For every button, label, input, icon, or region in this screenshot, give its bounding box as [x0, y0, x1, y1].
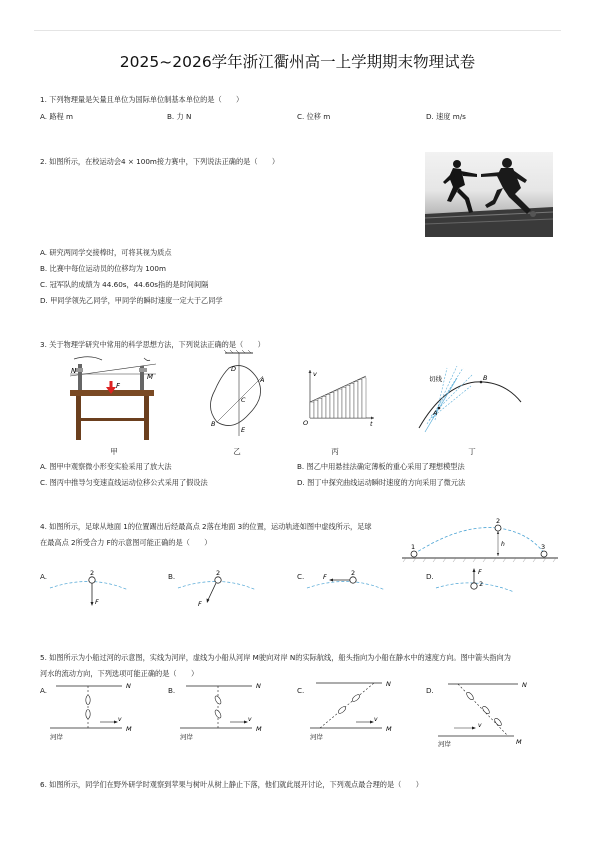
- q5b-v: v: [248, 716, 252, 723]
- question-3-stem: 3. 关于物理学研究中常用的科学思想方法，下列说法正确的是（ ）: [40, 340, 265, 349]
- fig2-label-e: E: [241, 426, 246, 434]
- q2-option-b[interactable]: B. 比赛中每位运动员的位移均为 100m: [40, 264, 166, 273]
- vt-bar: [358, 380, 362, 418]
- q4-option-b[interactable]: B.: [168, 572, 176, 581]
- q4-option-b-diagram: [176, 566, 256, 612]
- vt-bar: [310, 402, 314, 418]
- q4c-point-label: 2: [351, 569, 356, 577]
- q5d-bank: 河岸: [438, 740, 451, 748]
- traj-label-h: h: [501, 541, 505, 548]
- question-4-stem-line1: 4. 如图所示，足球从地面 1的位置踢出后经最高点 2落在地面 3的位置，运动轨迹如图中虚线所示，足球: [40, 522, 372, 531]
- vt-bar: [362, 378, 366, 418]
- vt-bar: [318, 398, 322, 418]
- vt-bar: [346, 385, 350, 418]
- fig4-label-tangent: 切线: [429, 375, 442, 383]
- q5c-n: N: [386, 680, 391, 688]
- q1-option-d[interactable]: D. 速度 m/s: [426, 112, 466, 121]
- q4d-point-label: 2: [479, 580, 484, 588]
- q5-option-a[interactable]: A.: [40, 686, 48, 695]
- fig2-label-c: C: [241, 396, 246, 404]
- fig3-label-v: v: [313, 370, 317, 378]
- vt-bar: [330, 393, 334, 418]
- fig2-label-a: A: [260, 376, 265, 384]
- fig3-label-o: O: [303, 419, 309, 427]
- page-title: 2025~2026学年浙江衢州高一上学期期末物理试卷: [119, 53, 476, 71]
- q5d-v: v: [478, 722, 482, 729]
- q4-option-a[interactable]: A.: [40, 572, 48, 581]
- vt-bar: [350, 383, 354, 418]
- fig1-label-n: N: [71, 367, 77, 375]
- q5a-bank: 河岸: [50, 733, 63, 741]
- q1-option-a[interactable]: A. 路程 m: [40, 112, 74, 121]
- figure-yi-suspended-plate: [197, 350, 277, 440]
- caption-bing: 丙: [331, 447, 339, 456]
- question-1-stem: 1. 下列物理量是矢量且单位为国际单位制基本单位的是（ ）: [40, 95, 244, 104]
- fig1-label-f: F: [116, 382, 121, 390]
- relay-race-photo: [425, 152, 553, 237]
- q5b-m: M: [256, 725, 262, 733]
- q4b-point-label: 2: [216, 569, 221, 577]
- q5c-v: v: [374, 716, 378, 723]
- q4-option-c[interactable]: C.: [297, 572, 305, 581]
- fig4-label-b: B: [483, 374, 488, 382]
- fig4-label-a: A: [433, 409, 438, 417]
- q5b-bank: 河岸: [180, 733, 193, 741]
- q5-option-c[interactable]: C.: [297, 686, 305, 695]
- figure-ding-curve-tangent: [413, 366, 523, 436]
- vt-bar: [342, 387, 346, 418]
- traj-label-1: 1: [411, 543, 416, 551]
- q1-option-c[interactable]: C. 位移 m: [297, 112, 331, 121]
- q2-option-d[interactable]: D. 甲同学领先乙同学，甲同学的瞬时速度一定大于乙同学: [40, 296, 223, 305]
- figure-bing-vt-graph: [302, 368, 377, 428]
- q5b-n: N: [256, 682, 261, 690]
- caption-ding: 丁: [468, 447, 476, 456]
- q5c-bank: 河岸: [310, 733, 323, 741]
- q5-option-d-diagram: [434, 680, 534, 750]
- vt-bar: [334, 391, 338, 418]
- q5a-m: M: [126, 725, 132, 733]
- q4c-force-label: F: [323, 573, 327, 581]
- fig1-label-m: M: [147, 373, 154, 381]
- fig3-label-t: t: [370, 420, 373, 428]
- q2-option-c[interactable]: C. 冠军队的成绩为 44.60s，44.60s指的是时间间隔: [40, 280, 209, 289]
- fig2-label-b: B: [211, 420, 216, 428]
- q5-option-b-diagram: [176, 680, 268, 742]
- q2-option-a[interactable]: A. 研究两同学交接棒时，可将其视为质点: [40, 248, 172, 257]
- vt-bar: [326, 395, 330, 418]
- caption-jia: 甲: [110, 447, 118, 456]
- q5-option-c-diagram: [306, 680, 398, 742]
- q4-option-a-diagram: [48, 566, 128, 612]
- vt-bar: [338, 389, 342, 418]
- traj-label-2: 2: [496, 517, 501, 525]
- fig2-label-d: D: [231, 365, 237, 373]
- vt-bar: [314, 400, 318, 418]
- q5a-v: v: [118, 716, 122, 723]
- q3-option-c[interactable]: C. 图丙中推导匀变速直线运动位移公式采用了假设法: [40, 478, 208, 487]
- figure-jia-mirror-table: [60, 354, 160, 444]
- vt-bar: [354, 382, 358, 418]
- q5-option-a-diagram: [46, 680, 138, 742]
- question-6-stem: 6. 如图所示，同学们在野外研学时观察到苹果与树叶从树上静止下落，他们就此展开讨论，下列观点最合理的是（ ）: [40, 780, 423, 789]
- q4-option-c-diagram: [305, 566, 385, 612]
- football-trajectory-diagram: [400, 516, 560, 564]
- question-4-stem-line2: 在最高点 2所受合力 F的示意图可能正确的是（ ）: [40, 538, 212, 547]
- q3-option-a[interactable]: A. 图甲中观察微小形变实验采用了放大法: [40, 462, 172, 471]
- q4-option-d[interactable]: D.: [426, 572, 434, 581]
- question-2-stem: 2. 如图所示，在校运动会4 × 100m接力赛中，下列说法正确的是（ ）: [40, 157, 280, 166]
- caption-yi: 乙: [233, 447, 241, 456]
- q5d-n: N: [522, 681, 527, 689]
- q3-option-b[interactable]: B. 图乙中用悬挂法确定薄板的重心采用了理想模型法: [297, 462, 465, 471]
- q4a-force-label: F: [95, 598, 99, 606]
- q3-option-d[interactable]: D. 图丁中探究曲线运动瞬时速度的方向采用了微元法: [297, 478, 466, 487]
- q5a-n: N: [126, 682, 131, 690]
- q4d-force-label: F: [478, 568, 482, 576]
- traj-label-3: 3: [541, 543, 546, 551]
- q5d-m: M: [516, 738, 522, 746]
- q1-option-b[interactable]: B. 力 N: [167, 112, 192, 121]
- q4b-force-label: F: [198, 600, 202, 608]
- question-5-stem-line1: 5. 如图所示为小船过河的示意图，实线为河岸，虚线为小船从河岸 M驶向对岸 N的实际航线，船头指向为小船在静水中的速度方向。图中箭头指向为: [40, 653, 511, 662]
- header-rule: [34, 30, 561, 31]
- question-5-stem-line2: 河水的流动方向，下列选项可能正确的是（ ）: [40, 669, 199, 678]
- relay-runners-image: [425, 152, 553, 237]
- q5c-m: M: [386, 725, 392, 733]
- q4-option-d-diagram: [434, 566, 514, 612]
- q5-option-d[interactable]: D.: [426, 686, 434, 695]
- vt-bar: [322, 396, 326, 418]
- q4a-point-label: 2: [90, 569, 95, 577]
- q5-option-b[interactable]: B.: [168, 686, 176, 695]
